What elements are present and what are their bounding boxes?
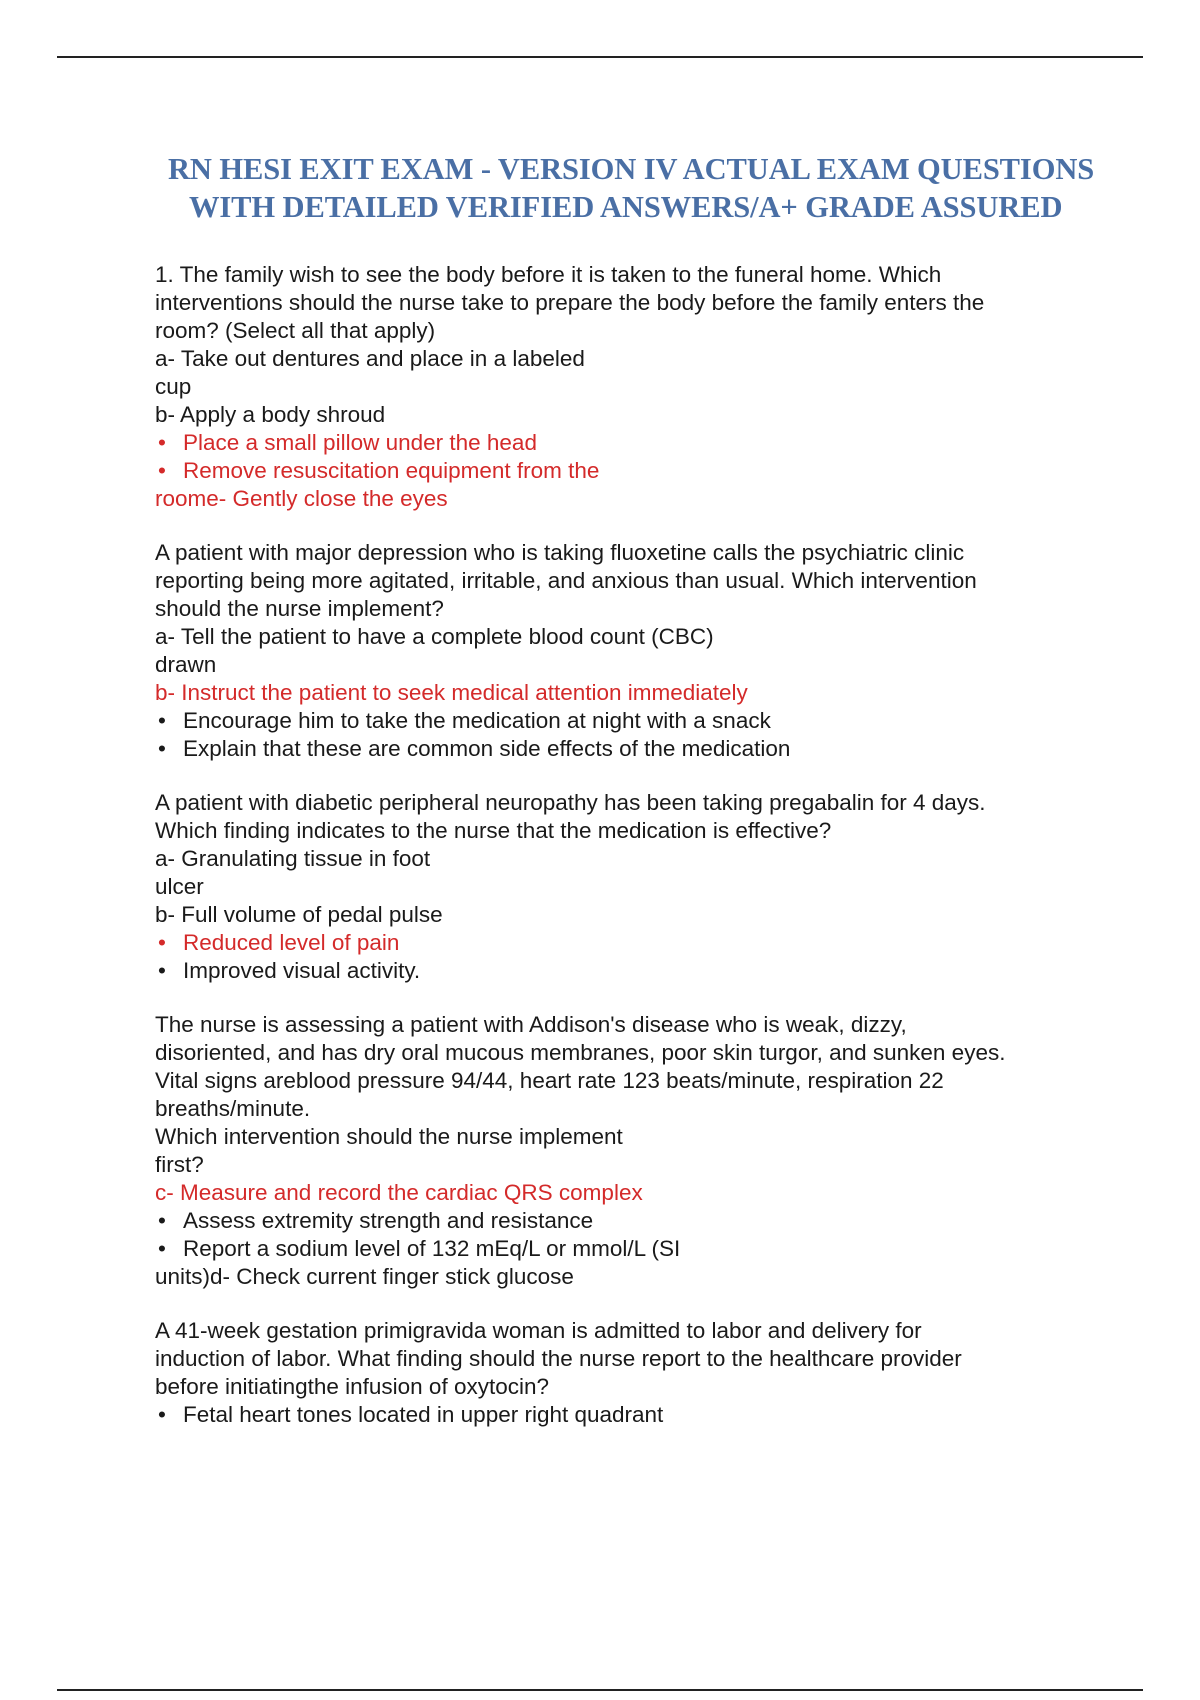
line-text: disoriented, and has dry oral mucous membranes, poor skin turgor, and sunken eyes. bbox=[155, 1040, 1006, 1065]
question-block bbox=[155, 539, 1115, 763]
question-line bbox=[155, 873, 1115, 901]
question-line bbox=[155, 817, 1115, 845]
answer-line bbox=[155, 429, 1115, 457]
line-text: A patient with major depression who is taking fluoxetine calls the psychiatric clinic bbox=[155, 540, 965, 565]
option-line bbox=[155, 1207, 1115, 1235]
line-text: interventions should the nurse take to prepare the body before the family enters the bbox=[155, 290, 985, 315]
line-text: Encourage him to take the medication at night with a snack bbox=[183, 708, 771, 733]
line-text: Remove resuscitation equipment from the bbox=[183, 458, 600, 483]
line-text: b- Instruct the patient to seek medical attention immediately bbox=[155, 680, 748, 705]
question-line bbox=[155, 1011, 1115, 1039]
question-line bbox=[155, 261, 1115, 289]
question-line bbox=[155, 1373, 1115, 1401]
question-block bbox=[155, 1011, 1115, 1291]
question-line bbox=[155, 345, 1115, 373]
line-text: Assess extremity strength and resistance bbox=[183, 1208, 594, 1233]
line-text: Explain that these are common side effects of the medication bbox=[183, 736, 791, 761]
question-line bbox=[155, 789, 1115, 817]
answer-line bbox=[155, 929, 1115, 957]
question-line bbox=[155, 623, 1115, 651]
question-line bbox=[155, 1095, 1115, 1123]
line-text: ulcer bbox=[155, 874, 204, 899]
line-text: cup bbox=[155, 374, 192, 399]
option-line bbox=[155, 735, 1115, 763]
answer-line bbox=[155, 1179, 1115, 1207]
question-line bbox=[155, 317, 1115, 345]
bullet-icon: • bbox=[158, 736, 166, 761]
line-text: b- Full volume of pedal pulse bbox=[155, 902, 443, 927]
line-text: A patient with diabetic peripheral neuropathy has been taking pregabalin for 4 days. bbox=[155, 790, 986, 815]
question-line bbox=[155, 1123, 1115, 1151]
bullet-icon: • bbox=[158, 1236, 166, 1261]
line-text: c- Measure and record the cardiac QRS complex bbox=[155, 1180, 643, 1205]
line-text: should the nurse implement? bbox=[155, 596, 444, 621]
question-line bbox=[155, 1067, 1115, 1095]
bullet-icon: • bbox=[158, 930, 166, 955]
bottom-rule bbox=[57, 1689, 1143, 1691]
title-line-2: WITH DETAILED VERIFIED ANSWERS/A+ GRADE ASSURED bbox=[189, 190, 1063, 224]
question-block bbox=[155, 261, 1115, 513]
option-line bbox=[155, 1235, 1115, 1263]
line-text: before initiatingthe infusion of oxytocin? bbox=[155, 1374, 550, 1399]
line-text: Which finding indicates to the nurse that the medication is effective? bbox=[155, 818, 832, 843]
answer-line bbox=[155, 485, 1115, 513]
question-line bbox=[155, 567, 1115, 595]
question-block bbox=[155, 1317, 1115, 1429]
question-line bbox=[155, 845, 1115, 873]
question-line bbox=[155, 651, 1115, 679]
bullet-icon: • bbox=[158, 958, 166, 983]
line-text: roome- Gently close the eyes bbox=[155, 486, 448, 511]
question-line bbox=[155, 401, 1115, 429]
line-text: The nurse is assessing a patient with Addison's disease who is weak, dizzy, bbox=[155, 1012, 907, 1037]
line-text: breaths/minute. bbox=[155, 1096, 311, 1121]
bullet-icon: • bbox=[158, 708, 166, 733]
line-text: Report a sodium level of 132 mEq/L or mmol/L (SI bbox=[183, 1236, 681, 1261]
document-title bbox=[0, 150, 1200, 230]
line-text: A 41-week gestation primigravida woman is admitted to labor and delivery for bbox=[155, 1318, 922, 1343]
line-text: a- Granulating tissue in foot bbox=[155, 846, 431, 871]
line-text: room? (Select all that apply) bbox=[155, 318, 436, 343]
line-text: first? bbox=[155, 1152, 204, 1177]
bullet-icon: • bbox=[158, 1208, 166, 1233]
line-text: Reduced level of pain bbox=[183, 930, 400, 955]
question-line bbox=[155, 1151, 1115, 1179]
line-text: units)d- Check current finger stick glucose bbox=[155, 1264, 574, 1289]
line-text: Vital signs areblood pressure 94/44, heart rate 123 beats/minute, respiration 22 bbox=[155, 1068, 944, 1093]
line-text: reporting being more agitated, irritable, and anxious than usual. Which intervention bbox=[155, 568, 977, 593]
line-text: a- Take out dentures and place in a labeled bbox=[155, 346, 585, 371]
question-line bbox=[155, 539, 1115, 567]
line-text: Which intervention should the nurse implement bbox=[155, 1124, 623, 1149]
document-body bbox=[155, 261, 1115, 1455]
option-line bbox=[155, 1401, 1115, 1429]
line-text: 1. The family wish to see the body before it is taken to the funeral home. Which bbox=[155, 262, 942, 287]
question-line bbox=[155, 595, 1115, 623]
line-text: drawn bbox=[155, 652, 217, 677]
question-block bbox=[155, 789, 1115, 985]
question-line bbox=[155, 373, 1115, 401]
line-text: Improved visual activity. bbox=[183, 958, 421, 983]
line-text: induction of labor. What finding should the nurse report to the healthcare provider bbox=[155, 1346, 962, 1371]
answer-line bbox=[155, 679, 1115, 707]
question-line bbox=[155, 289, 1115, 317]
bullet-icon: • bbox=[158, 430, 166, 455]
question-line bbox=[155, 901, 1115, 929]
top-rule bbox=[57, 56, 1143, 58]
option-line bbox=[155, 707, 1115, 735]
question-line bbox=[155, 1345, 1115, 1373]
line-text: b- Apply a body shroud bbox=[155, 402, 386, 427]
bullet-icon: • bbox=[158, 1402, 166, 1427]
bullet-icon: • bbox=[158, 458, 166, 483]
line-text: Place a small pillow under the head bbox=[183, 430, 537, 455]
question-line bbox=[155, 1039, 1115, 1067]
question-line bbox=[155, 1263, 1115, 1291]
title-line-1: RN HESI EXIT EXAM - VERSION IV ACTUAL EXAM QUESTIONS bbox=[168, 152, 1095, 186]
line-text: a- Tell the patient to have a complete blood count (CBC) bbox=[155, 624, 714, 649]
answer-line bbox=[155, 457, 1115, 485]
option-line bbox=[155, 957, 1115, 985]
question-line bbox=[155, 1317, 1115, 1345]
line-text: Fetal heart tones located in upper right quadrant bbox=[183, 1402, 664, 1427]
